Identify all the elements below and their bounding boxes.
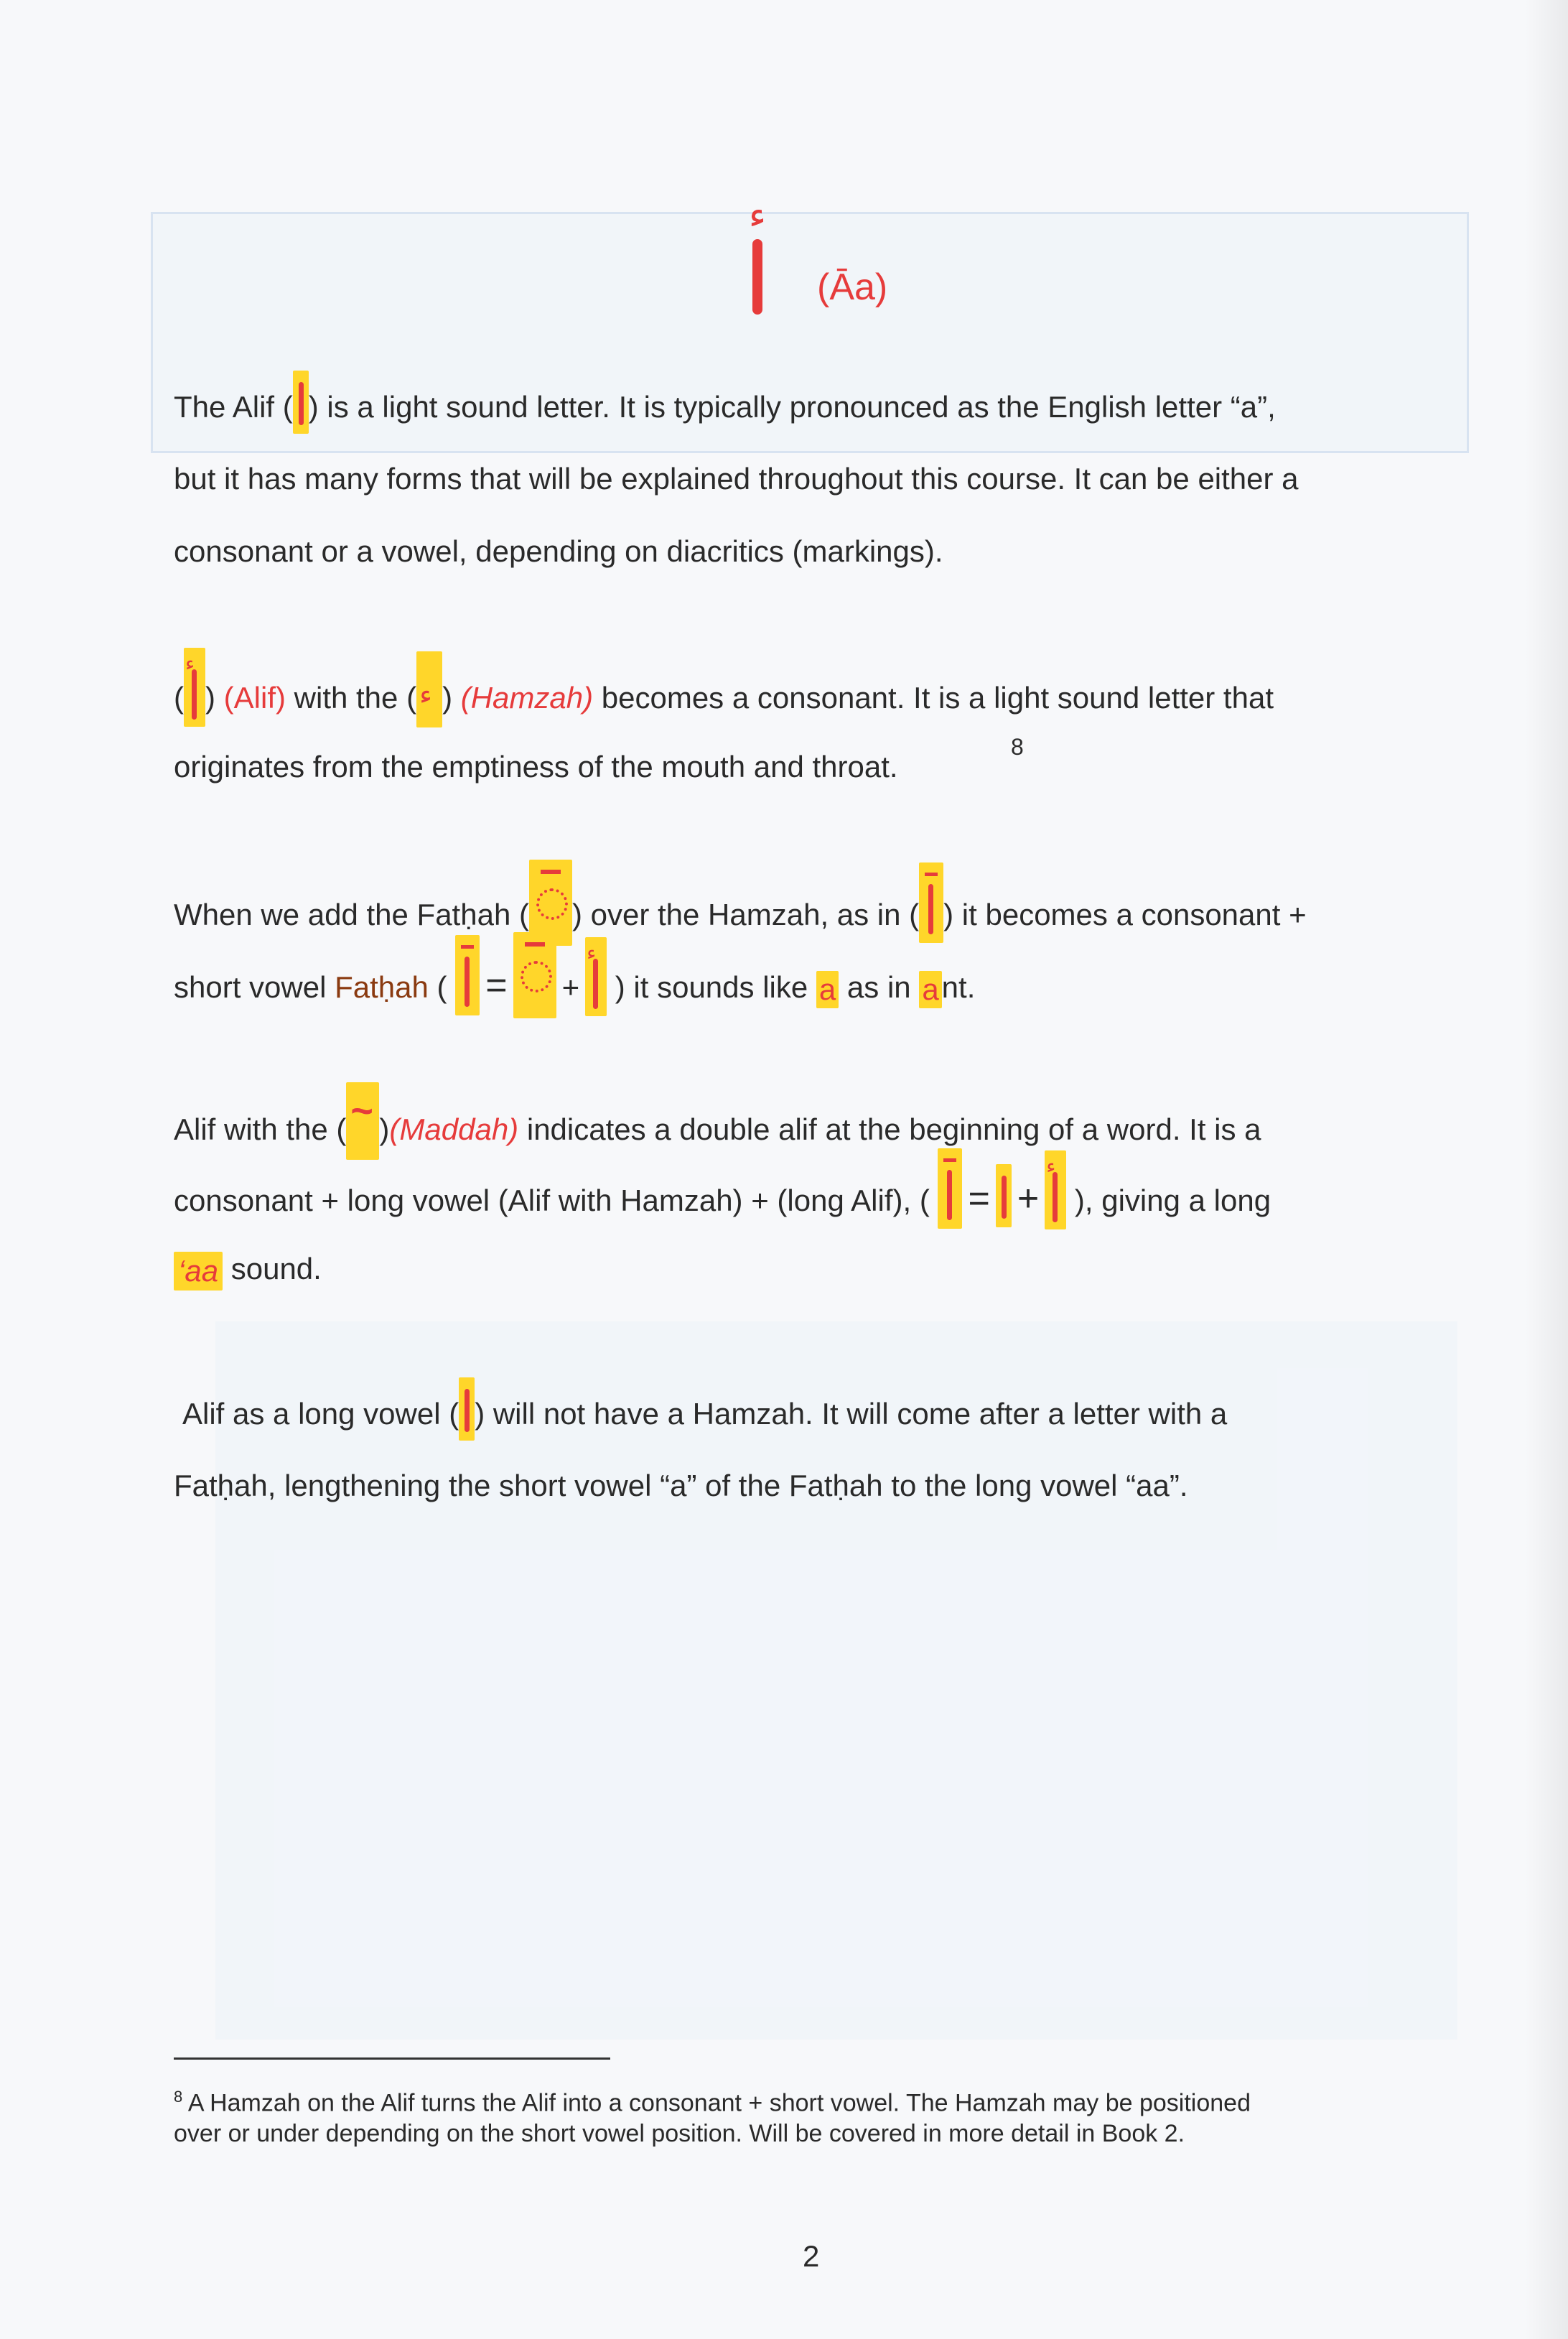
p1-line-2: but it has many forms that will be explained throughout this course. It can be either a <box>174 462 1299 496</box>
p4-line-2: consonant + long vowel (Alif with Hamzah) + (long Alif), ( = +ء ), giving a long <box>174 1176 1271 1229</box>
aa-highlight: ‘aa <box>174 1252 223 1291</box>
alif-hamza-highlight <box>184 648 205 727</box>
alif-hamza-highlight <box>585 937 607 1016</box>
alif-maddah-highlight <box>938 1148 962 1229</box>
page-edge-shadow <box>1525 0 1568 2339</box>
alif-highlight <box>459 1377 475 1441</box>
alif-fathah-highlight <box>919 862 943 943</box>
hamza-glyph: ء <box>748 194 767 237</box>
p1-line-1: The Alif ( ) is a light sound letter. It is typically pronounced as the English letter “a”, <box>174 385 1276 434</box>
page-number: 2 <box>803 2239 820 2273</box>
fathah-highlight <box>513 932 556 1018</box>
alif-hamza-highlight <box>1045 1150 1066 1229</box>
footnote-divider <box>174 2057 610 2060</box>
hamza-highlight <box>416 651 442 727</box>
letter-a-highlight: a <box>816 971 839 1008</box>
alif-highlight <box>293 371 309 434</box>
p4-line-3: ‘aa sound. <box>174 1247 322 1291</box>
p5-line-2: Fatḥah, lengthening the short vowel “a” of the Fatḥah to the long vowel “aa”. <box>174 1469 1188 1502</box>
alif-fathah-highlight <box>455 935 480 1015</box>
p2-line-2: originates from the emptiness of the mouth and throat. <box>174 750 898 783</box>
maddah-highlight <box>346 1082 379 1160</box>
letter-a-highlight: a <box>919 971 941 1008</box>
p4-line-1: Alif with the (~ )(Maddah) indicates a double alif at the beginning of a word. It is a <box>174 1104 1261 1160</box>
p3-line-2: short vowel Fatḥah ( = +ء ) it sounds like a as in ant. <box>174 961 975 1018</box>
p1-line-3: consonant or a vowel, depending on diacritics (markings). <box>174 534 943 568</box>
footnote-line-2: over or under depending on the short vowel position. Will be covered in more detail in Book 2. <box>174 2120 1185 2147</box>
p2-line-1: (ء ) (Alif) with the (ء ) (Hamzah) becomes a consonant. It is a light sound letter that <box>174 673 1274 727</box>
footnote-line-1: $^8$ A Hamzah on the Alif turns the Alif into a consonant + short vowel. The Hamzah may be positioned <box>174 2088 1251 2117</box>
p5-line-1: Alif as a long vowel ( ) will not have a Hamzah. It will come after a letter with a <box>182 1392 1227 1441</box>
footnote-reference: 8 <box>1011 734 1024 760</box>
alif-highlight <box>996 1164 1012 1227</box>
p3-line-1: When we add the Fatḥah ( ) over the Hamzah, as in ( ) it becomes a consonant + <box>174 888 1307 946</box>
header-transliteration: (Āa) <box>817 266 888 308</box>
alif-hamza-header-glyph <box>725 183 790 320</box>
alif-stroke <box>752 239 762 315</box>
